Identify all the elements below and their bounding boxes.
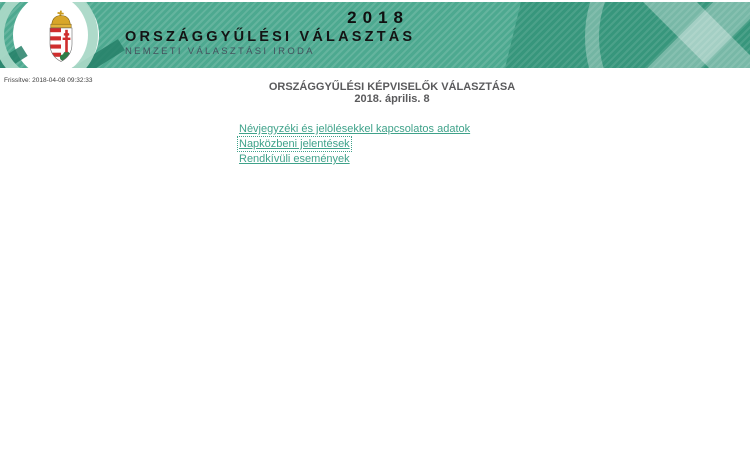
link-voter-registry-data[interactable]: Névjegyzéki és jelölésekkel kapcsolatos adatok — [239, 123, 471, 135]
page-heading — [192, 81, 592, 105]
link-daytime-reports[interactable]: Napközbeni jelentések — [239, 138, 350, 150]
header-title: ORSZÁGGYŰLÉSI VÁLASZTÁS — [125, 29, 416, 45]
list-item — [239, 122, 470, 137]
app-header — [0, 2, 750, 68]
list-item — [239, 137, 470, 152]
list-item — [239, 152, 470, 167]
updated-timestamp: Frissítve: 2018-04-08 09:32:33 — [4, 77, 93, 84]
main-link-list — [239, 122, 470, 167]
header-year: 2018 — [347, 8, 409, 27]
hungarian-coat-of-arms-icon — [44, 10, 78, 64]
page-heading-line1: ORSZÁGGYŰLÉSI KÉPVISELŐK VÁLASZTÁSA — [268, 81, 516, 93]
election-date: 2018. április. 8 — [354, 93, 430, 105]
header-subtitle: NEMZETI VÁLASZTÁSI IRODA — [125, 46, 315, 57]
link-extraordinary-events[interactable]: Rendkívüli események — [239, 153, 350, 165]
